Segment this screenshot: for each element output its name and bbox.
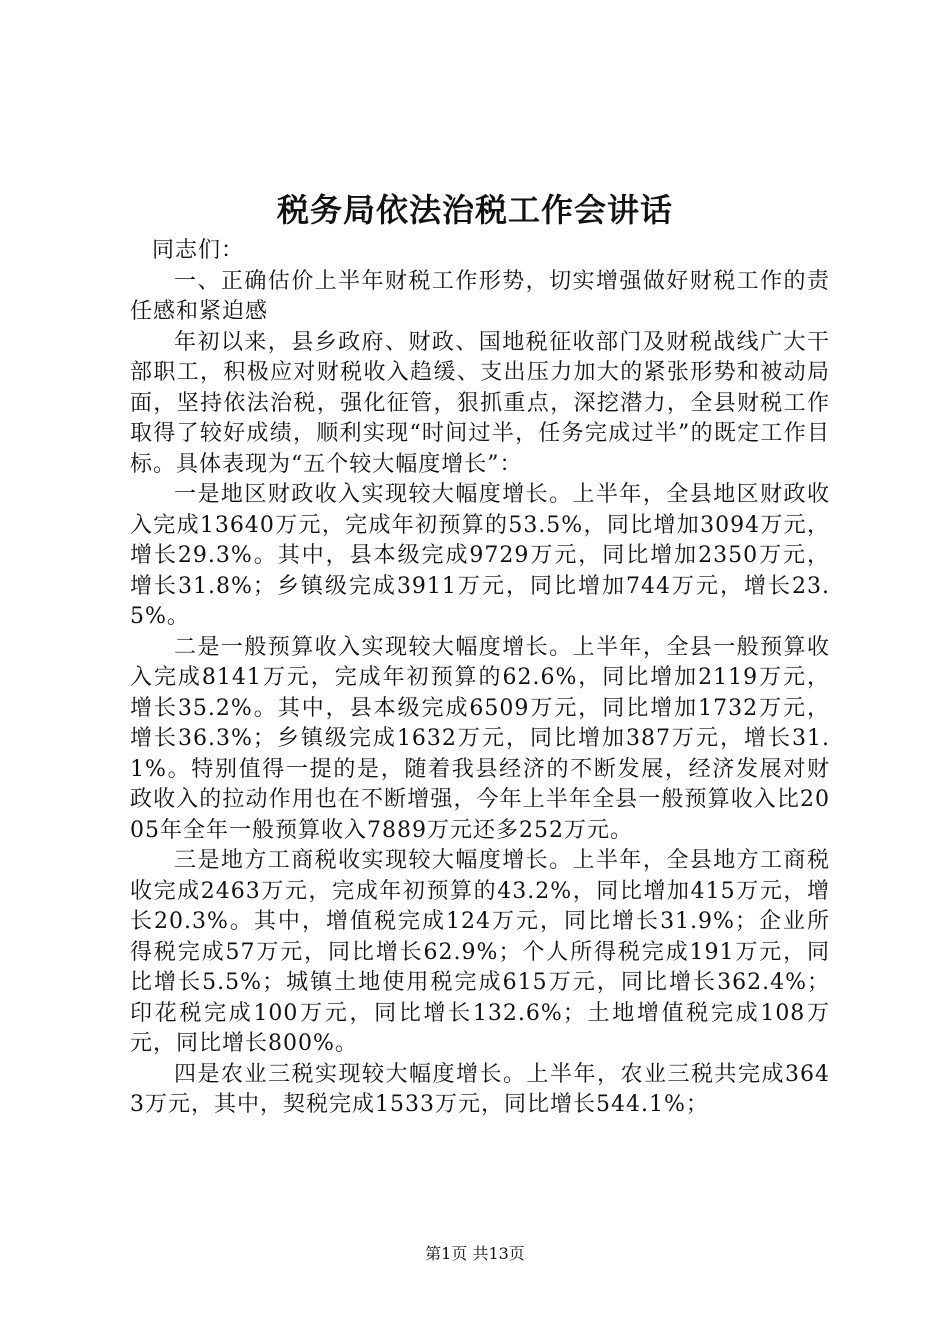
page-title: 税务局依法治税工作会讲话: [276, 191, 673, 229]
paragraph: 三是地方工商税收实现较大幅度增长。上半年，全县地方工商税收完成2463万元，完成年初预算的43.2%，同比增加415万元，增长20.3%。其中，增值税完成124万元，同比增长31.9%；企业所得税完成57万元，同比增长62.9%；个人所得税完成191万元，同比增长5.5%；城镇土地使用税完成615万元，同比增长362.4%；印花税完成100万元，同比增长132.6%；土地增值税完成108万元，同比增长800%。: [130, 848, 830, 1056]
page-footer: 第1页 共13页: [425, 1244, 525, 1263]
paragraph: 年初以来，县乡政府、财政、国地税征收部门及财税战线广大干部职工，积极应对财税收入趋缓、支出压力加大的紧张形势和被动局面，坚持依法治税，强化征管，狠抓重点，深挖潜力，全县财税工作取得了较好成绩，顺利实现“时间过半，任务完成过半”的既定工作目标。具体表现为“五个较大幅度增长”：: [130, 329, 830, 477]
paragraph: 四是农业三税实现较大幅度增长。上半年，农业三税共完成3643万元，其中，契税完成1533万元，同比增长544.1%；: [130, 1061, 830, 1117]
salutation: 同志们：: [152, 238, 245, 263]
paragraph: 一是地区财政收入实现较大幅度增长。上半年，全县地区财政收入完成13640万元，完成年初预算的53.5%，同比增加3094万元，增长29.3%。其中，县本级完成9729万元，同比增加2350万元，增长31.8%；乡镇级完成3911万元，同比增加744万元，增长23.5%。: [130, 482, 830, 629]
document-body: [130, 236, 830, 1121]
section-heading: 一、正确估价上半年财税工作形势，切实增强做好财税工作的责任感和紧迫感: [130, 268, 830, 324]
paragraph: 二是一般预算收入实现较大幅度增长。上半年，全县一般预算收入完成8141万元，完成年初预算的62.6%，同比增加2119万元，增长35.2%。其中，县本级完成6509万元，同比增加1732万元，增长36.3%；乡镇级完成1632万元，同比增加387万元，增长31.1%。特别值得一提的是，随着我县经济的不断发展，经济发展对财政收入的拉动作用也在不断增强，今年上半年全县一般预算收入比2005年全年一般预算收入7889万元还多252万元。: [130, 634, 830, 843]
